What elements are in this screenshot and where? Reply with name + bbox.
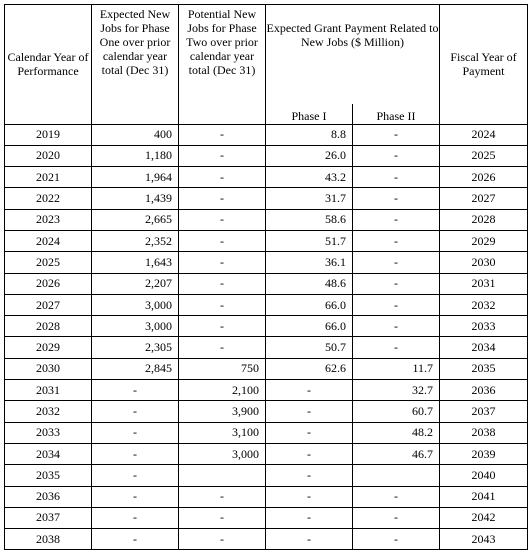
cell-payment-phase-1: 58.6 <box>266 209 353 230</box>
table-row <box>5 124 528 145</box>
cell-jobs-phase-two: - <box>179 167 266 188</box>
cell-calendar-year: 2025 <box>5 252 92 273</box>
cell-fiscal-year: 2028 <box>440 209 528 230</box>
cell-fiscal-year: 2037 <box>440 401 528 422</box>
cell-payment-phase-2: - <box>353 507 440 528</box>
table-body <box>5 124 528 550</box>
cell-fiscal-year: 2029 <box>440 230 528 251</box>
cell-payment-phase-1: - <box>266 529 353 550</box>
cell-fiscal-year: 2031 <box>440 273 528 294</box>
cell-fiscal-year: 2038 <box>440 422 528 443</box>
cell-jobs-phase-one: 1,180 <box>92 145 179 166</box>
table-row <box>5 252 528 273</box>
cell-calendar-year: 2036 <box>5 486 92 507</box>
cell-payment-phase-2: - <box>353 337 440 358</box>
header-jobs-phase-one: Expected New Jobs for Phase One over prior calendar year total (Dec 31) <box>92 5 179 125</box>
cell-calendar-year: 2034 <box>5 443 92 464</box>
cell-jobs-phase-one: 1,439 <box>92 188 179 209</box>
cell-calendar-year: 2031 <box>5 380 92 401</box>
cell-jobs-phase-two: 750 <box>179 358 266 379</box>
table-row <box>5 465 528 486</box>
cell-calendar-year: 2028 <box>5 316 92 337</box>
cell-fiscal-year: 2036 <box>440 380 528 401</box>
header-expected-grant-payment: Expected Grant Payment Related to New Jobs ($ Million) <box>266 5 440 104</box>
cell-fiscal-year: 2035 <box>440 358 528 379</box>
cell-payment-phase-1: 66.0 <box>266 294 353 315</box>
table-row <box>5 422 528 443</box>
cell-jobs-phase-one: 1,643 <box>92 252 179 273</box>
cell-jobs-phase-two: - <box>179 124 266 145</box>
cell-jobs-phase-two <box>179 465 266 486</box>
cell-payment-phase-1: - <box>266 422 353 443</box>
cell-fiscal-year: 2034 <box>440 337 528 358</box>
cell-payment-phase-1: - <box>266 380 353 401</box>
cell-payment-phase-2: 60.7 <box>353 401 440 422</box>
cell-payment-phase-1: 51.7 <box>266 230 353 251</box>
cell-payment-phase-2 <box>353 465 440 486</box>
table-row <box>5 188 528 209</box>
cell-payment-phase-2: - <box>353 316 440 337</box>
cell-calendar-year: 2029 <box>5 337 92 358</box>
cell-jobs-phase-two: - <box>179 252 266 273</box>
cell-calendar-year: 2019 <box>5 124 92 145</box>
cell-payment-phase-2: 46.7 <box>353 443 440 464</box>
cell-jobs-phase-one: - <box>92 380 179 401</box>
cell-payment-phase-1: 8.8 <box>266 124 353 145</box>
cell-fiscal-year: 2043 <box>440 529 528 550</box>
cell-jobs-phase-one: 2,352 <box>92 230 179 251</box>
cell-payment-phase-2: - <box>353 294 440 315</box>
cell-jobs-phase-one: 3,000 <box>92 316 179 337</box>
table-row <box>5 337 528 358</box>
table-row <box>5 443 528 464</box>
table-row <box>5 167 528 188</box>
cell-payment-phase-2: 48.2 <box>353 422 440 443</box>
cell-jobs-phase-one: 3,000 <box>92 294 179 315</box>
cell-payment-phase-1: 66.0 <box>266 316 353 337</box>
cell-calendar-year: 2037 <box>5 507 92 528</box>
cell-fiscal-year: 2030 <box>440 252 528 273</box>
cell-calendar-year: 2024 <box>5 230 92 251</box>
cell-payment-phase-1: 48.6 <box>266 273 353 294</box>
cell-fiscal-year: 2040 <box>440 465 528 486</box>
table-row <box>5 294 528 315</box>
cell-calendar-year: 2022 <box>5 188 92 209</box>
cell-payment-phase-1: - <box>266 465 353 486</box>
cell-jobs-phase-one: - <box>92 529 179 550</box>
cell-jobs-phase-one: - <box>92 486 179 507</box>
grant-payment-table <box>4 4 528 550</box>
cell-jobs-phase-one: 1,964 <box>92 167 179 188</box>
cell-payment-phase-1: 43.2 <box>266 167 353 188</box>
cell-calendar-year: 2032 <box>5 401 92 422</box>
cell-jobs-phase-one: - <box>92 507 179 528</box>
cell-fiscal-year: 2041 <box>440 486 528 507</box>
cell-payment-phase-1: 36.1 <box>266 252 353 273</box>
cell-jobs-phase-two: - <box>179 337 266 358</box>
cell-fiscal-year: 2039 <box>440 443 528 464</box>
table-row <box>5 507 528 528</box>
cell-fiscal-year: 2033 <box>440 316 528 337</box>
cell-jobs-phase-two: - <box>179 273 266 294</box>
table-row <box>5 273 528 294</box>
cell-calendar-year: 2026 <box>5 273 92 294</box>
table-row <box>5 529 528 550</box>
cell-jobs-phase-two: 3,900 <box>179 401 266 422</box>
table-row <box>5 401 528 422</box>
cell-fiscal-year: 2024 <box>440 124 528 145</box>
cell-jobs-phase-one: - <box>92 422 179 443</box>
cell-fiscal-year: 2032 <box>440 294 528 315</box>
cell-jobs-phase-two: - <box>179 294 266 315</box>
cell-payment-phase-2: - <box>353 273 440 294</box>
cell-payment-phase-1: 50.7 <box>266 337 353 358</box>
cell-calendar-year: 2033 <box>5 422 92 443</box>
cell-calendar-year: 2027 <box>5 294 92 315</box>
cell-payment-phase-2: 11.7 <box>353 358 440 379</box>
header-phase-2: Phase II <box>353 104 440 125</box>
cell-payment-phase-2: - <box>353 188 440 209</box>
cell-payment-phase-1: - <box>266 486 353 507</box>
cell-jobs-phase-one: 2,665 <box>92 209 179 230</box>
cell-payment-phase-2: - <box>353 230 440 251</box>
table-row <box>5 209 528 230</box>
cell-payment-phase-2: - <box>353 167 440 188</box>
cell-jobs-phase-two: - <box>179 145 266 166</box>
cell-calendar-year: 2021 <box>5 167 92 188</box>
cell-jobs-phase-one: 2,845 <box>92 358 179 379</box>
cell-calendar-year: 2020 <box>5 145 92 166</box>
cell-calendar-year: 2030 <box>5 358 92 379</box>
table-row <box>5 486 528 507</box>
cell-payment-phase-1: - <box>266 443 353 464</box>
cell-payment-phase-2: - <box>353 209 440 230</box>
table-row <box>5 145 528 166</box>
cell-jobs-phase-one: - <box>92 401 179 422</box>
cell-jobs-phase-two: - <box>179 230 266 251</box>
cell-jobs-phase-one: 400 <box>92 124 179 145</box>
cell-payment-phase-1: 26.0 <box>266 145 353 166</box>
cell-jobs-phase-two: - <box>179 486 266 507</box>
cell-jobs-phase-two: - <box>179 316 266 337</box>
cell-jobs-phase-two: - <box>179 209 266 230</box>
cell-jobs-phase-two: 2,100 <box>179 380 266 401</box>
cell-calendar-year: 2035 <box>5 465 92 486</box>
cell-payment-phase-2: - <box>353 529 440 550</box>
cell-fiscal-year: 2027 <box>440 188 528 209</box>
cell-payment-phase-1: - <box>266 401 353 422</box>
table-row <box>5 358 528 379</box>
table-header <box>5 5 528 125</box>
table-row <box>5 230 528 251</box>
cell-payment-phase-2: - <box>353 252 440 273</box>
cell-jobs-phase-two: - <box>179 529 266 550</box>
table-row <box>5 380 528 401</box>
cell-jobs-phase-two: 3,000 <box>179 443 266 464</box>
cell-calendar-year: 2038 <box>5 529 92 550</box>
header-jobs-phase-two: Potential New Jobs for Phase Two over prior calendar year total (Dec 31) <box>179 5 266 125</box>
cell-payment-phase-2: - <box>353 145 440 166</box>
cell-payment-phase-1: 31.7 <box>266 188 353 209</box>
cell-jobs-phase-one: - <box>92 443 179 464</box>
cell-jobs-phase-two: 3,100 <box>179 422 266 443</box>
cell-payment-phase-1: 62.6 <box>266 358 353 379</box>
cell-calendar-year: 2023 <box>5 209 92 230</box>
header-fiscal-year: Fiscal Year of Payment <box>440 5 528 125</box>
cell-jobs-phase-one: 2,207 <box>92 273 179 294</box>
cell-fiscal-year: 2026 <box>440 167 528 188</box>
header-calendar-year: Calendar Year of Performance <box>5 5 92 125</box>
cell-fiscal-year: 2025 <box>440 145 528 166</box>
cell-jobs-phase-one: - <box>92 465 179 486</box>
header-phase-1: Phase I <box>266 104 353 125</box>
cell-fiscal-year: 2042 <box>440 507 528 528</box>
cell-jobs-phase-two: - <box>179 507 266 528</box>
cell-payment-phase-2: - <box>353 124 440 145</box>
cell-payment-phase-1: - <box>266 507 353 528</box>
cell-payment-phase-2: - <box>353 486 440 507</box>
cell-payment-phase-2: 32.7 <box>353 380 440 401</box>
cell-jobs-phase-two: - <box>179 188 266 209</box>
cell-jobs-phase-one: 2,305 <box>92 337 179 358</box>
table-row <box>5 316 528 337</box>
